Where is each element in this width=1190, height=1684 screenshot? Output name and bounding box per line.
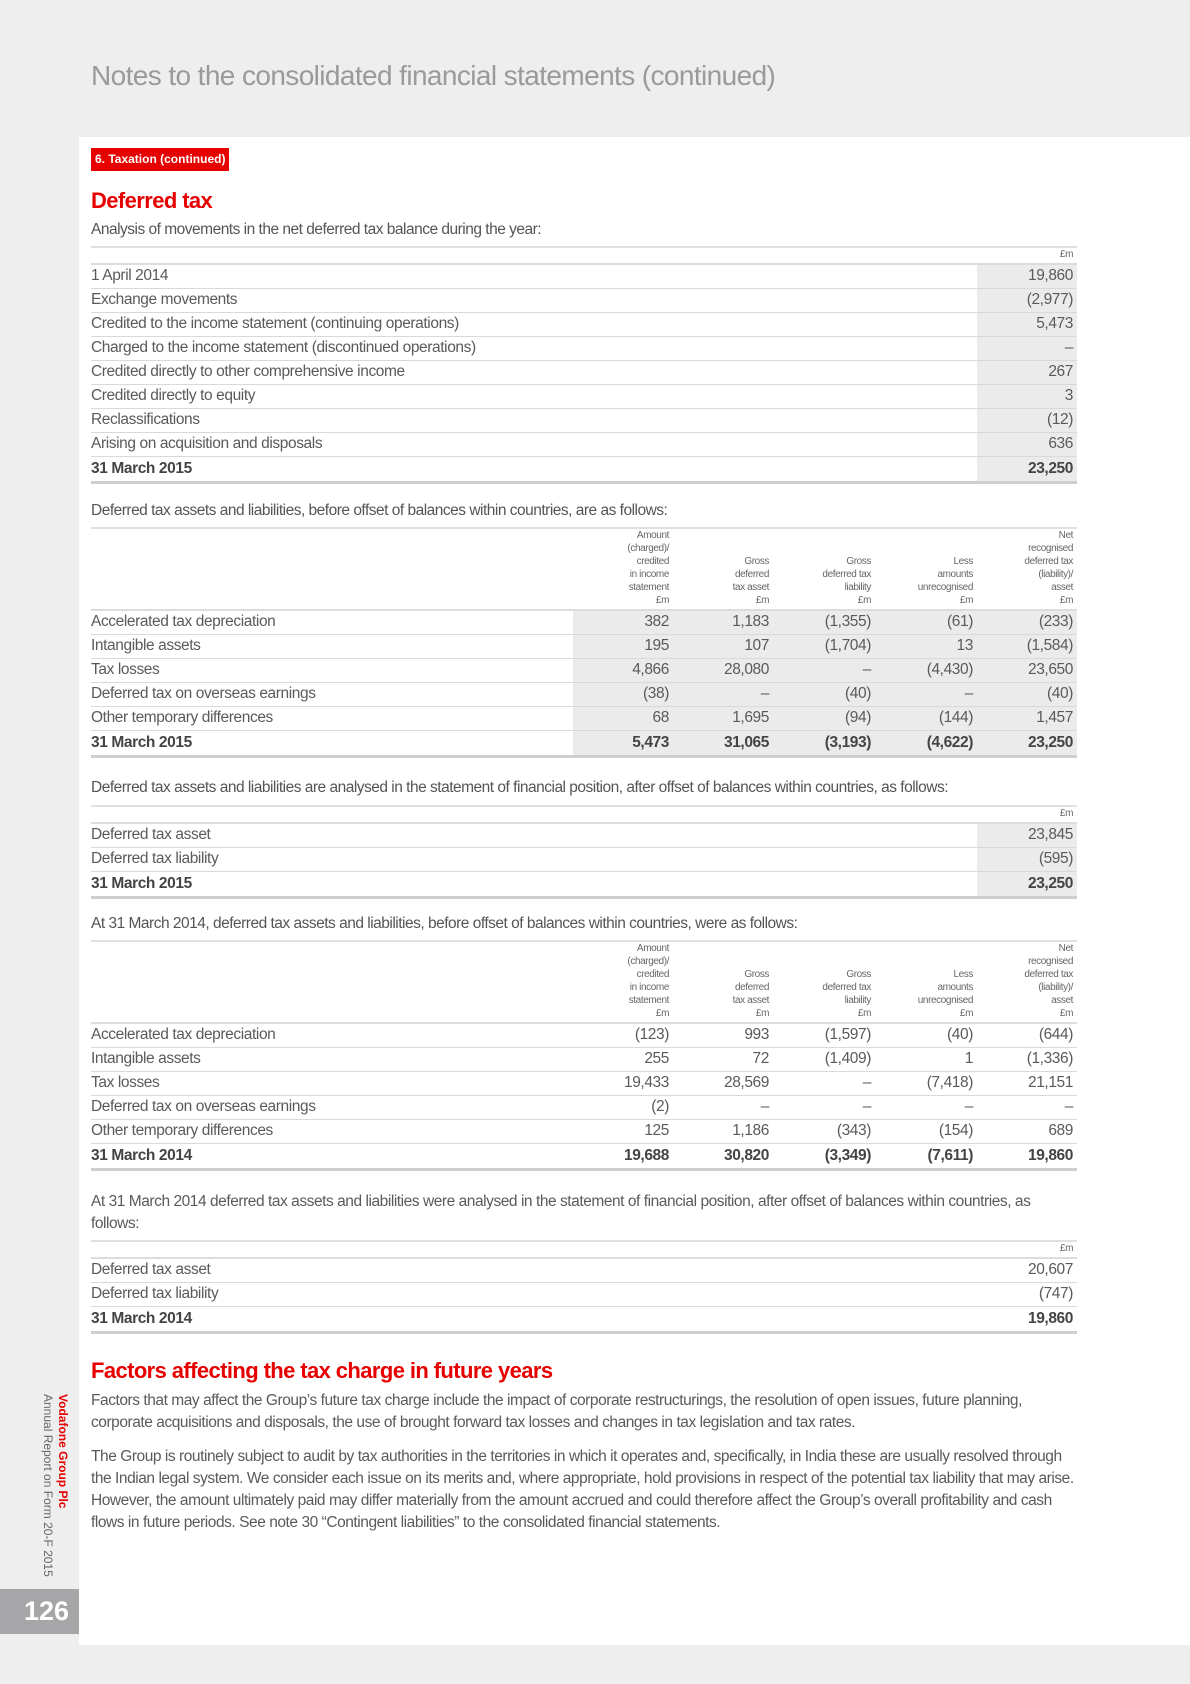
deferred-tax-heading: Deferred tax bbox=[91, 188, 213, 213]
factors-heading: Factors affecting the tax charge in future years bbox=[91, 1358, 553, 1383]
table-row: Deferred tax asset 20,607 bbox=[91, 1258, 1077, 1282]
after-offset-2014-table bbox=[91, 1240, 1077, 1334]
page-header-title: Notes to the consolidated financial statements (continued) bbox=[91, 60, 776, 91]
total-row: 31 March 2014 19,860 bbox=[91, 1306, 1077, 1332]
total-row: 31 March 2015 23,250 bbox=[91, 871, 1077, 897]
before-offset-2015-table bbox=[91, 527, 1077, 758]
side-strip bbox=[0, 137, 79, 1578]
table-row: Deferred tax on overseas earnings (2) – – – – bbox=[91, 1095, 1077, 1119]
table-row: Deferred tax on overseas earnings (38) – (40) – (40) bbox=[91, 682, 1077, 706]
col-header-unrecognised: Less amounts unrecognised £m bbox=[875, 528, 977, 610]
col-header-gross-liability: Gross deferred tax liability £m bbox=[773, 941, 875, 1023]
footer-report-title: Annual Report on Form 20-F 2015 bbox=[41, 1394, 55, 1577]
table-row: Credited directly to other comprehensive income 267 bbox=[91, 360, 1077, 384]
table-row: 1 April 2014 19,860 bbox=[91, 264, 1077, 288]
table-row: Intangible assets 255 72 (1,409) 1 (1,336) bbox=[91, 1047, 1077, 1071]
before-offset-2014-table bbox=[91, 940, 1077, 1171]
col-header-gross-asset: Gross deferred tax asset £m bbox=[673, 528, 773, 610]
col-header-amount: Amount (charged)/ credited in income statement £m bbox=[573, 941, 673, 1023]
table-row: Arising on acquisition and disposals 636 bbox=[91, 432, 1077, 456]
movements-intro: Analysis of movements in the net deferred tax balance during the year: bbox=[91, 221, 542, 238]
table-row: Tax losses 19,433 28,569 – (7,418) 21,151 bbox=[91, 1071, 1077, 1095]
table-row: Tax losses 4,866 28,080 – (4,430) 23,650 bbox=[91, 658, 1077, 682]
factors-paragraph-1: Factors that may affect the Group’s future tax charge include the impact of corporate restructurings, the resolution of open issues, future planning, corporate acquisitions and disposals, the use of brought forward tax losses and changes in tax legislation and tax rates. bbox=[91, 1392, 1022, 1431]
col-header-gross-asset: Gross deferred tax asset £m bbox=[673, 941, 773, 1023]
total-row: 31 March 2015 23,250 bbox=[91, 456, 1077, 482]
after-offset-2015-table bbox=[91, 805, 1077, 899]
table-row: Deferred tax liability (595) bbox=[91, 847, 1077, 871]
total-row: 31 March 2015 5,473 31,065 (3,193) (4,622) 23,250 bbox=[91, 730, 1077, 756]
section-tag: 6. Taxation (continued) bbox=[91, 148, 229, 171]
footer-brand: Vodafone Group Plc bbox=[56, 1394, 70, 1509]
bottom-band bbox=[0, 1645, 1190, 1684]
after-offset-2014-intro: At 31 March 2014 deferred tax assets and liabilities were analysed in the statement of financial position, after offset of balances within countries, as follows: bbox=[91, 1193, 1031, 1232]
table-row: Deferred tax liability (747) bbox=[91, 1282, 1077, 1306]
page-number: 126 bbox=[0, 1589, 79, 1634]
before-offset-2014-intro: At 31 March 2014, deferred tax assets and liabilities, before offset of balances within countries, were as follows: bbox=[91, 915, 798, 932]
col-header-net: Net recognised deferred tax (liability)/ asset £m bbox=[977, 528, 1077, 610]
table-row: Accelerated tax depreciation 382 1,183 (1,355) (61) (233) bbox=[91, 610, 1077, 634]
col-header-net: Net recognised deferred tax (liability)/ asset £m bbox=[977, 941, 1077, 1023]
col-header-gross-liability: Gross deferred tax liability £m bbox=[773, 528, 875, 610]
total-row: 31 March 2014 19,688 30,820 (3,349) (7,611) 19,860 bbox=[91, 1143, 1077, 1169]
table-row: Credited directly to equity 3 bbox=[91, 384, 1077, 408]
table-row: Exchange movements (2,977) bbox=[91, 288, 1077, 312]
table-row: Intangible assets 195 107 (1,704) 13 (1,584) bbox=[91, 634, 1077, 658]
table-row: Deferred tax asset 23,845 bbox=[91, 823, 1077, 847]
before-offset-2015-intro: Deferred tax assets and liabilities, before offset of balances within countries, are as follows: bbox=[91, 502, 668, 519]
footer-side-text bbox=[40, 1394, 70, 1577]
col-header-unrecognised: Less amounts unrecognised £m bbox=[875, 941, 977, 1023]
table-row: Other temporary differences 125 1,186 (343) (154) 689 bbox=[91, 1119, 1077, 1143]
col-header-amount: Amount (charged)/ credited in income statement £m bbox=[573, 528, 673, 610]
table-row: Reclassifications (12) bbox=[91, 408, 1077, 432]
factors-paragraph-2: The Group is routinely subject to audit by tax authorities in the territories in which it operates and, specifically, in India these are usually resolved through the Indian legal system. We consider each issue on its merits and, where appropriate, hold provisions in respect of the potential tax liability that may arise. However, the amount ultimately paid may differ materially from the amount accrued and could therefore affect the Group’s overall profitability and cash flows in future periods. See note 30 “Contingent liabilities” to the consolidated financial statements. bbox=[91, 1448, 1074, 1531]
table-row: Accelerated tax depreciation (123) 993 (1,597) (40) (644) bbox=[91, 1023, 1077, 1047]
unit-header: £m bbox=[977, 806, 1077, 823]
movements-table bbox=[91, 246, 1077, 484]
table-row: Other temporary differences 68 1,695 (94) (144) 1,457 bbox=[91, 706, 1077, 730]
unit-header: £m bbox=[977, 1241, 1077, 1258]
table-row: Charged to the income statement (discontinued operations) – bbox=[91, 336, 1077, 360]
table-row: Credited to the income statement (continuing operations) 5,473 bbox=[91, 312, 1077, 336]
after-offset-2015-intro: Deferred tax assets and liabilities are analysed in the statement of financial position, after offset of balances within countries, as follows: bbox=[91, 779, 948, 796]
unit-header: £m bbox=[977, 247, 1077, 264]
